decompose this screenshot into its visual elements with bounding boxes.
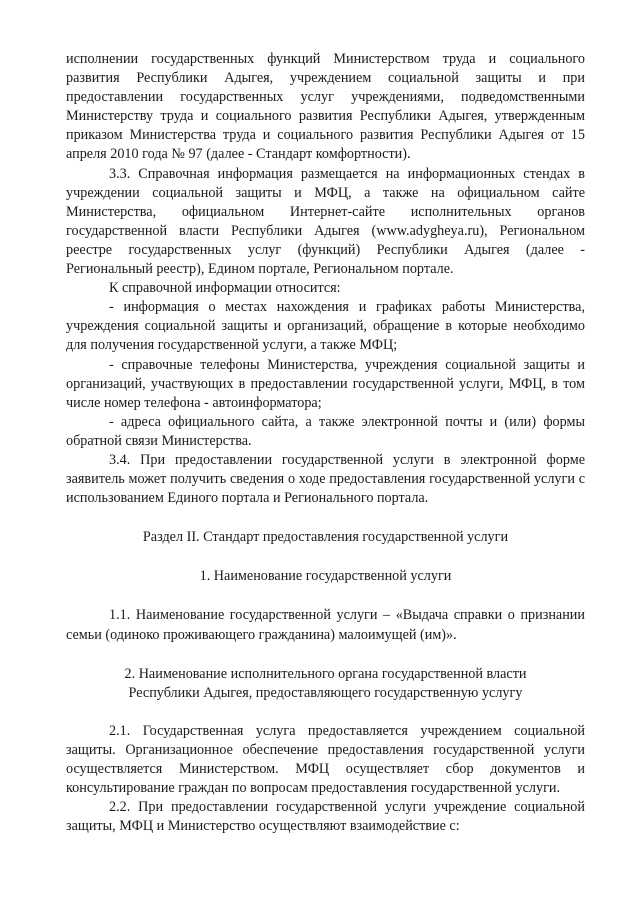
- paragraph-2-1: 2.1. Государственная услуга предоставляется учреждением социальной защиты. Организационное обеспечение предоставления государственной услуги осуществляется Министерством. МФЦ осуществляет сбор документов и консультирование граждан по вопросам предоставления государственной услуги.: [66, 722, 585, 797]
- paragraph-1-1: 1.1. Наименование государственной услуги – «Выдача справки о признании семьи (одиноко проживающего гражданина) малоимущей (им)».: [66, 607, 585, 643]
- subsection-2-title: [66, 665, 585, 703]
- list-item: - информация о местах нахождения и графиках работы Министерства, учреждения социальной защиты и организаций, обращение в которые необходимо для получения государственной услуги, а также МФЦ;: [66, 299, 585, 354]
- list-item: - справочные телефоны Министерства, учреждения социальной защиты и организаций, участвующих в предоставлении государственной услуги, МФЦ, в том числе номер телефона - автоинформатора;: [66, 356, 585, 411]
- subsection-1-title: 1. Наименование государственной услуги: [199, 568, 452, 585]
- paragraph-intro: исполнении государственных функций Министерством труда и социального развития Республики Адыгея, учреждением социальной защиты и при предоставлении государственных услуг учреждениями, подведомственными Министерству труда и социального развития Республики Адыгея, утвержденным приказом Министерства труда и социального развития Республики Адыгея от 15 апреля 2010 года № 97 (далее - Стандарт комфортности).: [66, 51, 585, 163]
- paragraph-3-4: 3.4. При предоставлении государственной услуги в электронной форме заявитель может получить сведения о ходе предоставления государственной услуги с использованием Единого портала и Регионального портала.: [66, 451, 585, 507]
- paragraph-3-3: 3.3. Справочная информация размещается на информационных стендах в учреждении социальной защиты и МФЦ, а также на официальном сайте Министерства, официальном Интернет-сайте исполнительных органов государственной власти Республики Адыгея (www.adygheya.ru), Региональном реестре государственных услуг (функций) Республики Адыгея (далее - Региональный реестр), Едином портале, Региональном портале.: [66, 165, 585, 278]
- subsection-2-title-line1: 2. Наименование исполнительного органа государственной власти: [124, 665, 527, 682]
- section-title: Раздел II. Стандарт предоставления государственной услуги: [142, 529, 509, 546]
- list-item: - адреса официального сайта, а также электронной почты и (или) формы обратной связи Министерства.: [66, 413, 585, 449]
- paragraph-reference-intro: К справочной информации относится:: [109, 280, 341, 297]
- paragraph-2-2: 2.2. При предоставлении государственной услуги учреждение социальной защиты, МФЦ и Министерство осуществляют взаимодействие с:: [66, 799, 585, 835]
- subsection-2-title-line2: Республики Адыгея, предоставляющего государственную услугу: [128, 684, 523, 701]
- document-page: [66, 50, 585, 836]
